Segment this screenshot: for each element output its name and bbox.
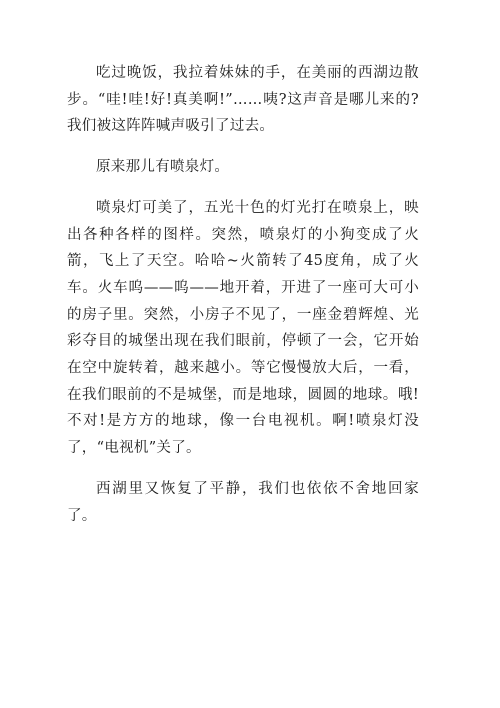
document-body <box>67 60 419 529</box>
paragraph-2: 原来那儿有喷泉灯。 <box>96 159 230 176</box>
paragraph-4: 西湖里又恢复了平静，我们也依依不舍地回家了。 <box>67 480 419 524</box>
paragraph-3: 喷泉灯可美了，五光十色的灯光打在喷泉上，映出各种各样的图样。突然，喷泉灯的小狗变成了火箭，飞上了天空。哈哈~火箭转了45度角，成了火车。火车呜——呜——地开着，开进了一座可大可小的房子里。突然，小房子不见了，一座金碧辉煌、光彩夺目的城堡出现在我们眼前，停顿了一会，它开始在空中旋转着，越来越小。等它慢慢放大后，一看，在我们眼前的不是城堡，而是地球，圆圆的地球。哦!不对!是方方的地球，像一台电视机。啊!喷泉灯没了，“电视机”关了。 <box>67 199 419 457</box>
paragraph-1: 吃过晚饭，我拉着妹妹的手，在美丽的西湖边散步。“哇!哇!好!真美啊!”……咦?这声音是哪儿来的?我们被这阵阵喊声吸引了过去。 <box>67 65 419 135</box>
